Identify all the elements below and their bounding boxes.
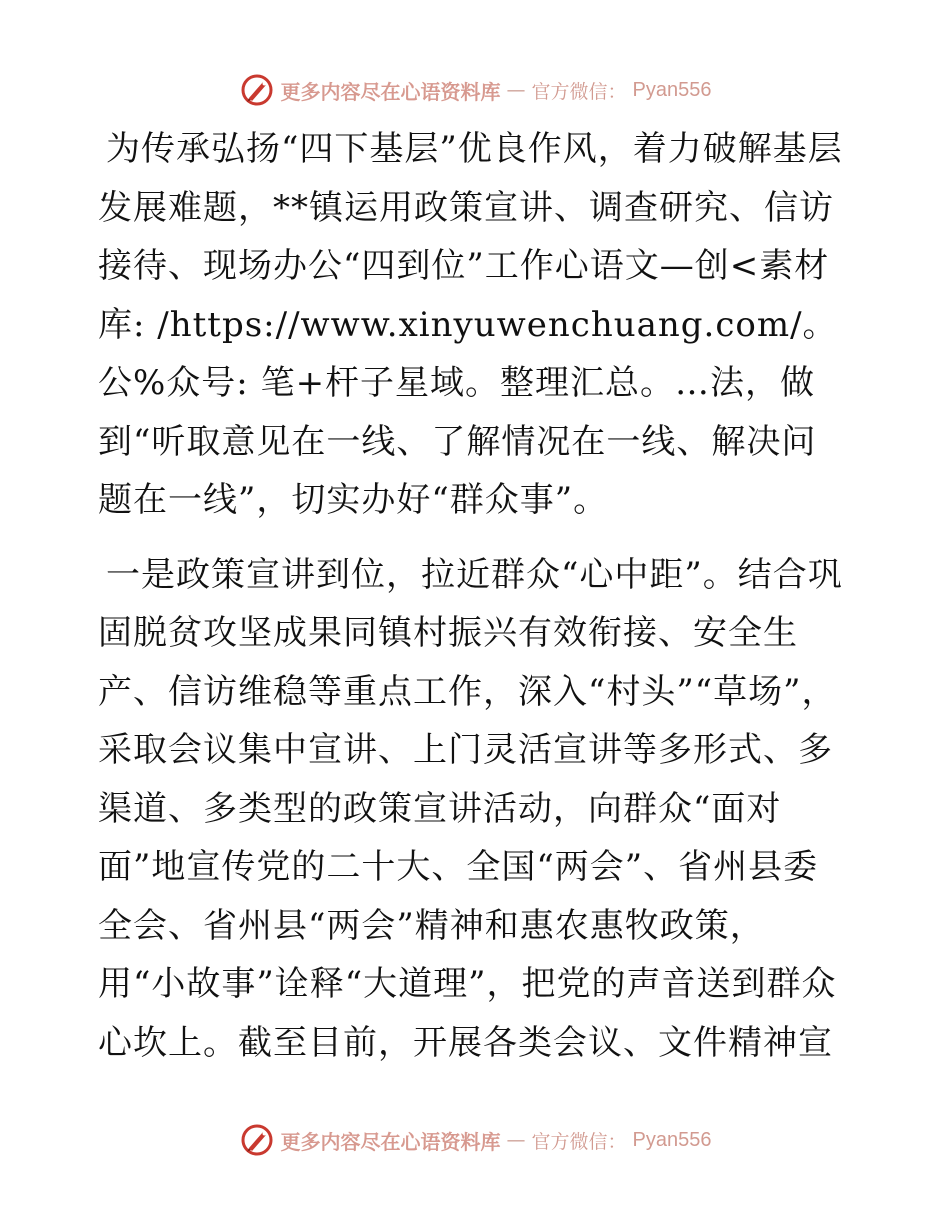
document-body: [98, 120, 850, 1072]
footer-separator: —: [506, 1129, 526, 1151]
footer-brand-text: 更多内容尽在心语资料库: [280, 1129, 501, 1154]
pen-logo-icon: [239, 72, 275, 108]
header-wechat-id: Pyan556: [632, 78, 712, 101]
pen-logo-icon: [239, 1122, 275, 1158]
footer-banner: [0, 1120, 950, 1160]
header-brand-text: 更多内容尽在心语资料库: [280, 79, 501, 104]
footer-contact-label: 官方微信：: [531, 1130, 627, 1153]
body-paragraph-1: 为传承弘扬“四下基层”优良作风，着力破解基层发展难题，**镇运用政策宣讲、调查研究、信访接待、现场办公“四到位”工作心语文—创<素材库: /https://www.xinyuwenchuang.com/。公%众号: 笔+杆子星域。整理汇总。…法，做到“听取意见在一线、了解情况在一线、解决问题在一线”，切实办好“群众事”。: [98, 129, 843, 520]
header-separator: —: [506, 79, 526, 101]
header-banner: [0, 70, 950, 110]
body-paragraph-2: 一是政策宣讲到位，拉近群众“心中距”。结合巩固脱贫攻坚成果同镇村振兴有效衔接、安全生产、信访维稳等重点工作，深入“村头”“草场”，采取会议集中宣讲、上门灵活宣讲等多形式、多渠道、多类型的政策宣讲活动，向群众“面对面”地宣传党的二十大、全国“两会”、省州县委全会、省州县“两会”精神和惠农惠牧政策，用“小故事”诠释“大道理”，把党的声音送到群众心坎上。截至目前，开展各类会议、文件精神宣: [98, 554, 843, 1063]
header-contact-label: 官方微信：: [531, 80, 627, 103]
footer-wechat-id: Pyan556: [632, 1128, 712, 1151]
